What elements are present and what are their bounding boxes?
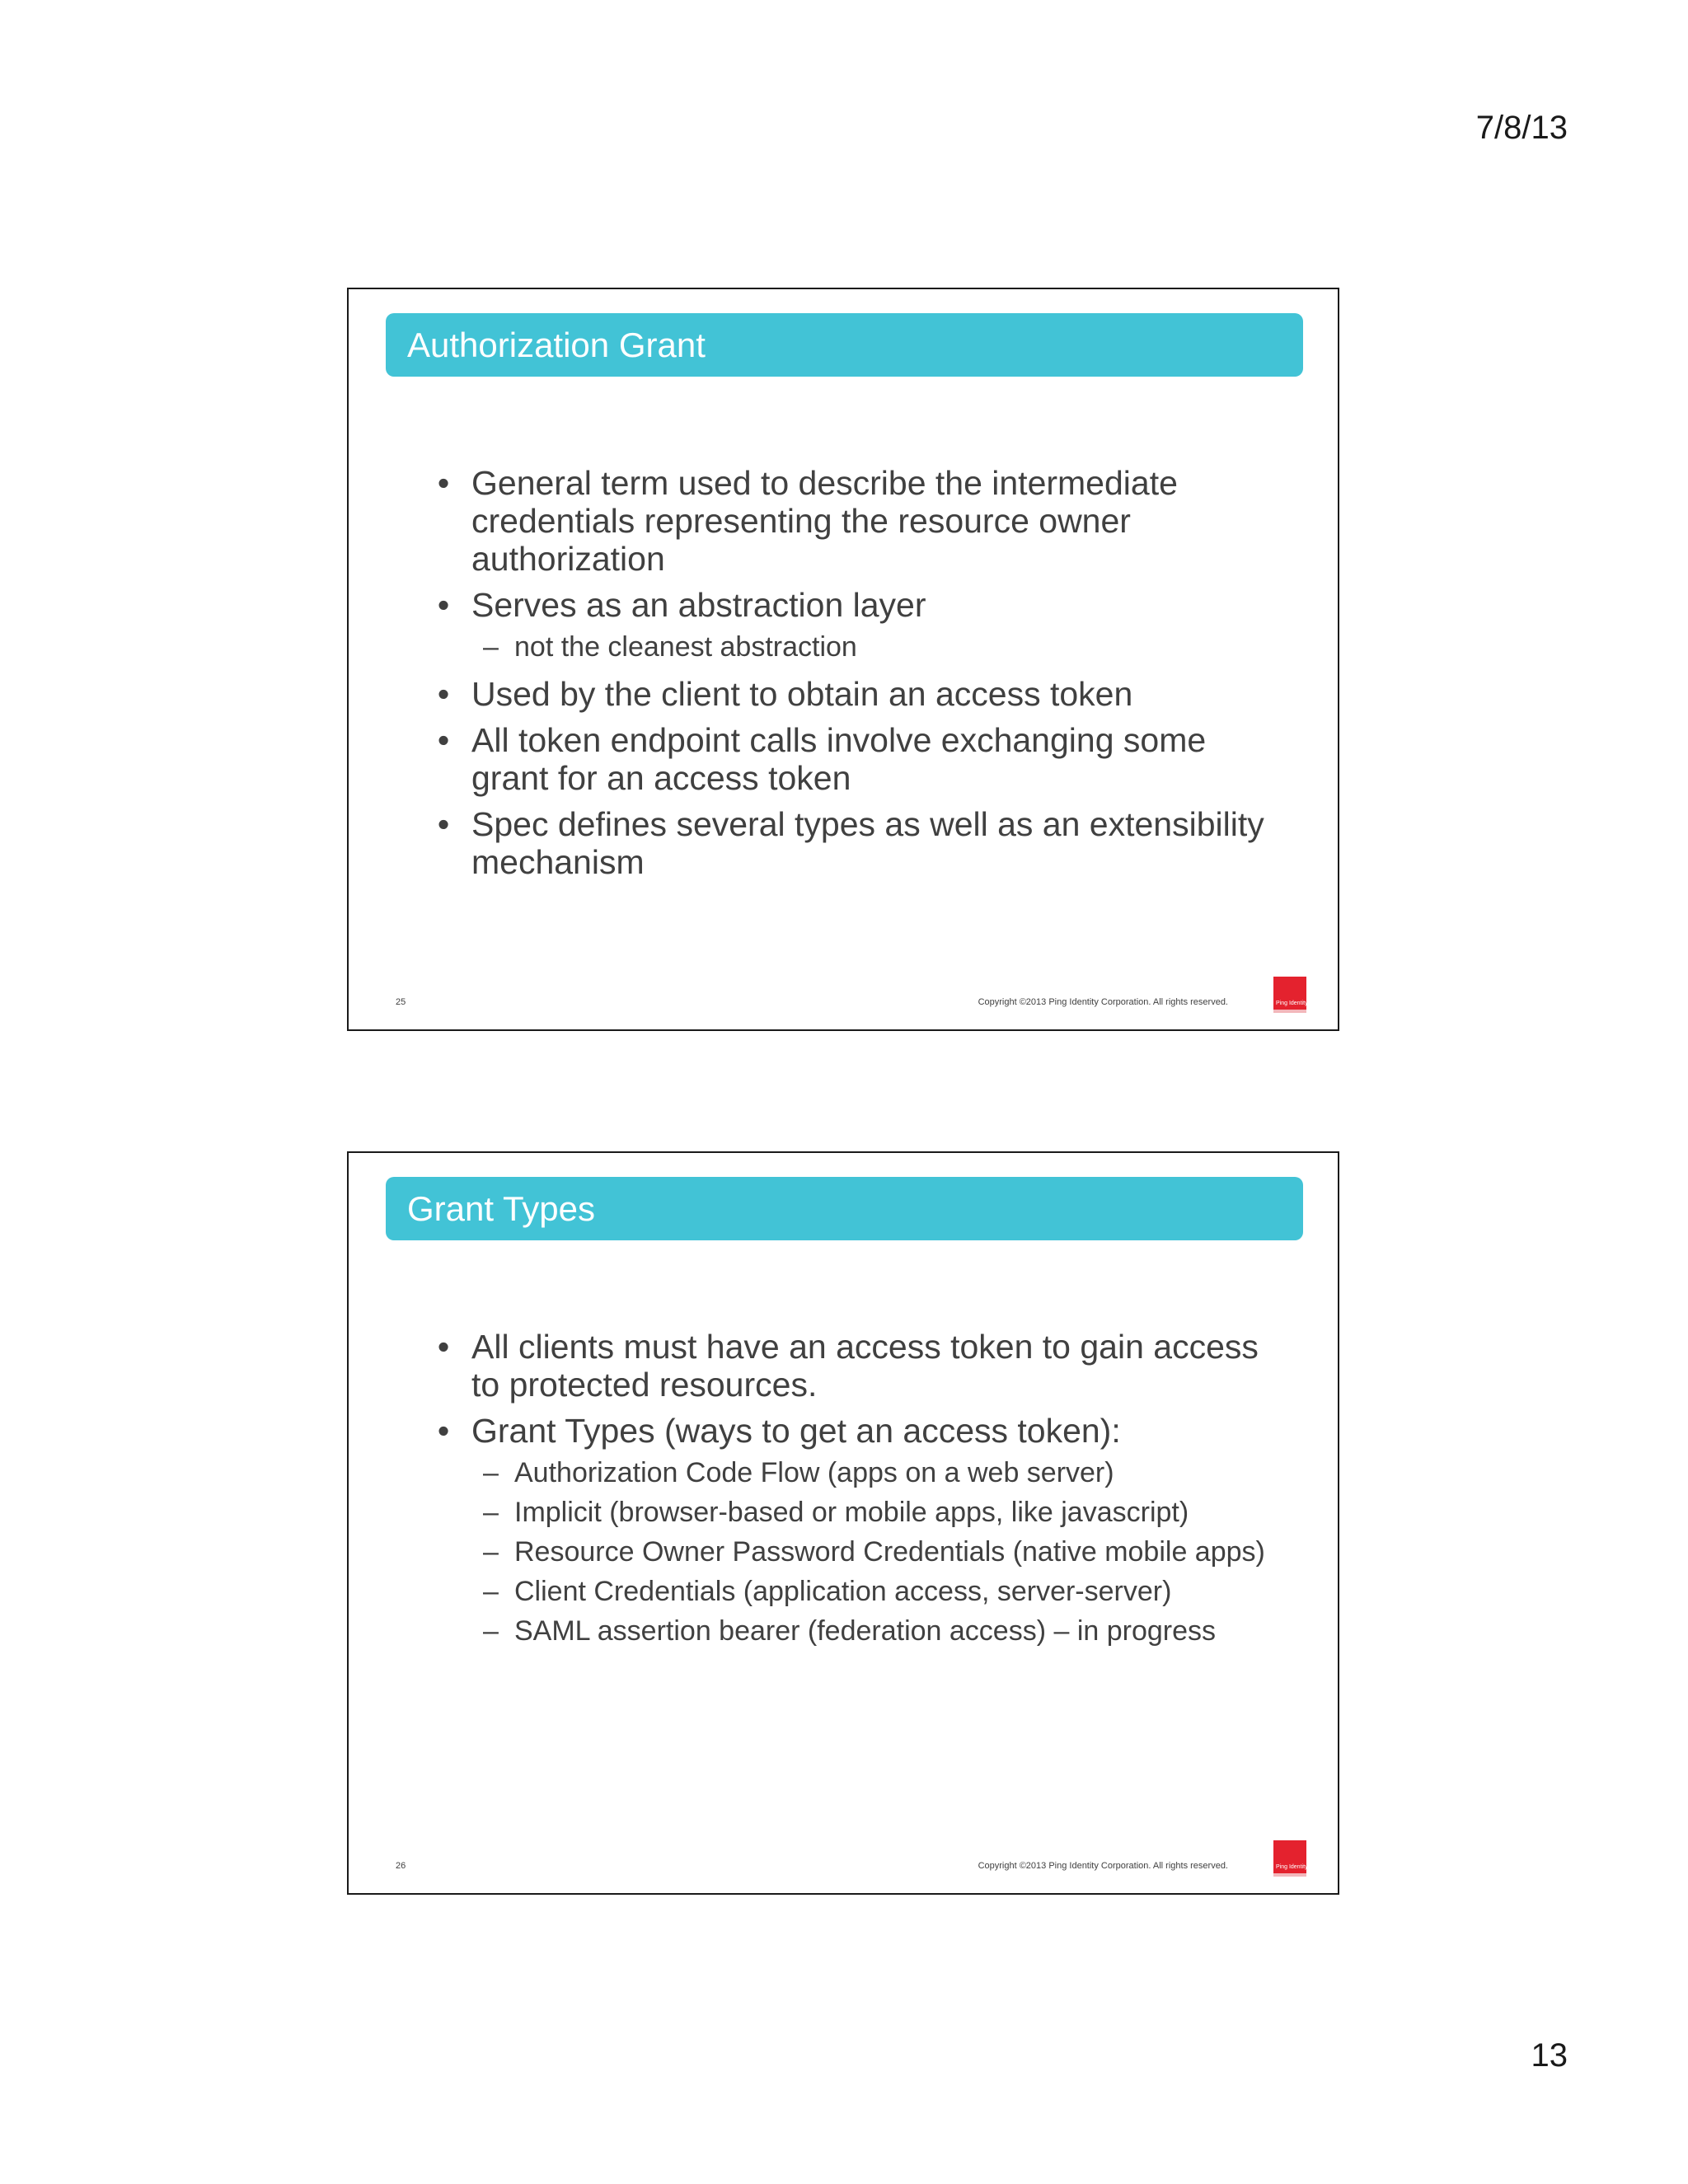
bullet-text: Spec defines several types as well as an extensibility mechanism xyxy=(471,805,1264,881)
bullet-icon: • xyxy=(437,1328,450,1366)
sub-bullet-list xyxy=(471,1453,1288,1651)
bullet-text: Serves as an abstraction layer xyxy=(471,586,926,624)
bullet-list xyxy=(431,464,1288,889)
bullet-text: All token endpoint calls involve exchanging some grant for an access token xyxy=(471,721,1207,797)
ping-identity-logo-icon xyxy=(1273,977,1306,1010)
page-date: 7/8/13 xyxy=(1475,110,1568,146)
slide-title-bar xyxy=(386,1177,1303,1240)
slide-title: Grant Types xyxy=(407,1189,596,1228)
dash-icon: – xyxy=(483,1497,499,1528)
sub-bullet-list xyxy=(471,627,1288,667)
ping-identity-logo-icon xyxy=(1273,1840,1306,1873)
sub-bullet-item xyxy=(471,627,1288,667)
bullet-item xyxy=(431,1412,1288,1651)
sub-bullet-item xyxy=(471,1611,1288,1651)
bullet-text: Used by the client to obtain an access token xyxy=(471,675,1133,713)
bullet-text: General term used to describe the intermediate credentials representing the resource owner authorization xyxy=(471,464,1178,578)
dash-icon: – xyxy=(483,631,499,663)
slide-title-bar xyxy=(386,313,1303,377)
bullet-icon: • xyxy=(437,464,450,502)
bullet-icon: • xyxy=(437,721,450,759)
copyright-text: Copyright ©2013 Ping Identity Corporation. All rights reserved. xyxy=(978,997,1228,1007)
bullet-item xyxy=(431,675,1288,713)
sub-bullet-item xyxy=(471,1532,1288,1572)
page-number: 13 xyxy=(1531,2037,1568,2074)
dash-icon: – xyxy=(483,1457,499,1488)
slide-number: 25 xyxy=(396,997,406,1007)
sub-bullet-text: Implicit (browser-based or mobile apps, like javascript) xyxy=(514,1497,1189,1528)
sub-bullet-item xyxy=(471,1453,1288,1493)
sub-bullet-text: not the cleanest abstraction xyxy=(514,631,857,663)
sub-bullet-text: Resource Owner Password Credentials (native mobile apps) xyxy=(514,1536,1265,1568)
logo-text: Ping Identity xyxy=(1276,1864,1308,1870)
sub-bullet-text: Client Credentials (application access, server-server) xyxy=(514,1576,1172,1607)
bullet-icon: • xyxy=(437,1412,450,1450)
bullet-text: Grant Types (ways to get an access token): xyxy=(471,1412,1121,1450)
dash-icon: – xyxy=(483,1536,499,1568)
copyright-text: Copyright ©2013 Ping Identity Corporation. All rights reserved. xyxy=(978,1861,1228,1871)
sub-bullet-text: Authorization Code Flow (apps on a web server) xyxy=(514,1457,1114,1488)
slide-authorization-grant xyxy=(347,288,1339,1031)
slide-title: Authorization Grant xyxy=(407,326,706,364)
bullet-text: All clients must have an access token to gain access to protected resources. xyxy=(471,1328,1259,1404)
bullet-icon: • xyxy=(437,805,450,843)
bullet-item xyxy=(431,1328,1288,1404)
logo-text: Ping Identity xyxy=(1276,1001,1308,1006)
slide-grant-types xyxy=(347,1151,1339,1895)
bullet-icon: • xyxy=(437,586,450,624)
slide-number: 26 xyxy=(396,1861,406,1871)
bullet-item xyxy=(431,586,1288,667)
dash-icon: – xyxy=(483,1615,499,1647)
dash-icon: – xyxy=(483,1576,499,1607)
bullet-list xyxy=(431,1328,1288,1659)
bullet-item xyxy=(431,805,1288,881)
sub-bullet-item xyxy=(471,1493,1288,1532)
bullet-item xyxy=(431,721,1288,797)
sub-bullet-text: SAML assertion bearer (federation access) – in progress xyxy=(514,1615,1217,1647)
bullet-icon: • xyxy=(437,675,450,713)
bullet-item xyxy=(431,464,1288,578)
sub-bullet-item xyxy=(471,1572,1288,1611)
